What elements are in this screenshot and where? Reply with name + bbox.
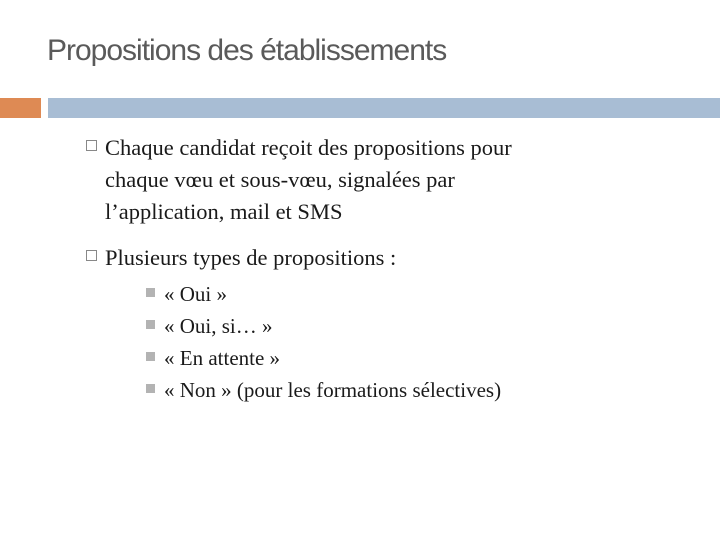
- checkbox-bullet-icon: [86, 250, 97, 261]
- square-bullet-icon: [146, 384, 155, 393]
- sub-bullet-text: « Oui »: [164, 282, 227, 306]
- sub-bullet-item: [146, 342, 280, 374]
- checkbox-bullet-icon: [86, 140, 97, 151]
- sub-bullet-text: « En attente »: [164, 346, 281, 370]
- sub-bullet-item: [146, 374, 501, 406]
- sub-bullet-text: « Oui, si… »: [164, 314, 273, 338]
- slide-title: Propositions des établissements: [47, 34, 447, 67]
- bullet-text-line: Plusieurs types de propositions :: [105, 245, 397, 270]
- square-bullet-icon: [146, 352, 155, 361]
- bullet-text-line: Chaque candidat reçoit des propositions pour: [105, 135, 512, 160]
- sub-bullet-text: « Non » (pour les formations sélectives): [164, 378, 502, 402]
- bullet-text-line: l’application, mail et SMS: [105, 199, 343, 224]
- sub-bullet-item: [146, 278, 227, 310]
- bullet-text-line: chaque vœu et sous-vœu, signalées par: [105, 167, 455, 192]
- bullet-item: [86, 132, 512, 228]
- square-bullet-icon: [146, 288, 155, 297]
- square-bullet-icon: [146, 320, 155, 329]
- sub-bullet-item: [146, 310, 273, 342]
- bullet-item: [86, 242, 396, 274]
